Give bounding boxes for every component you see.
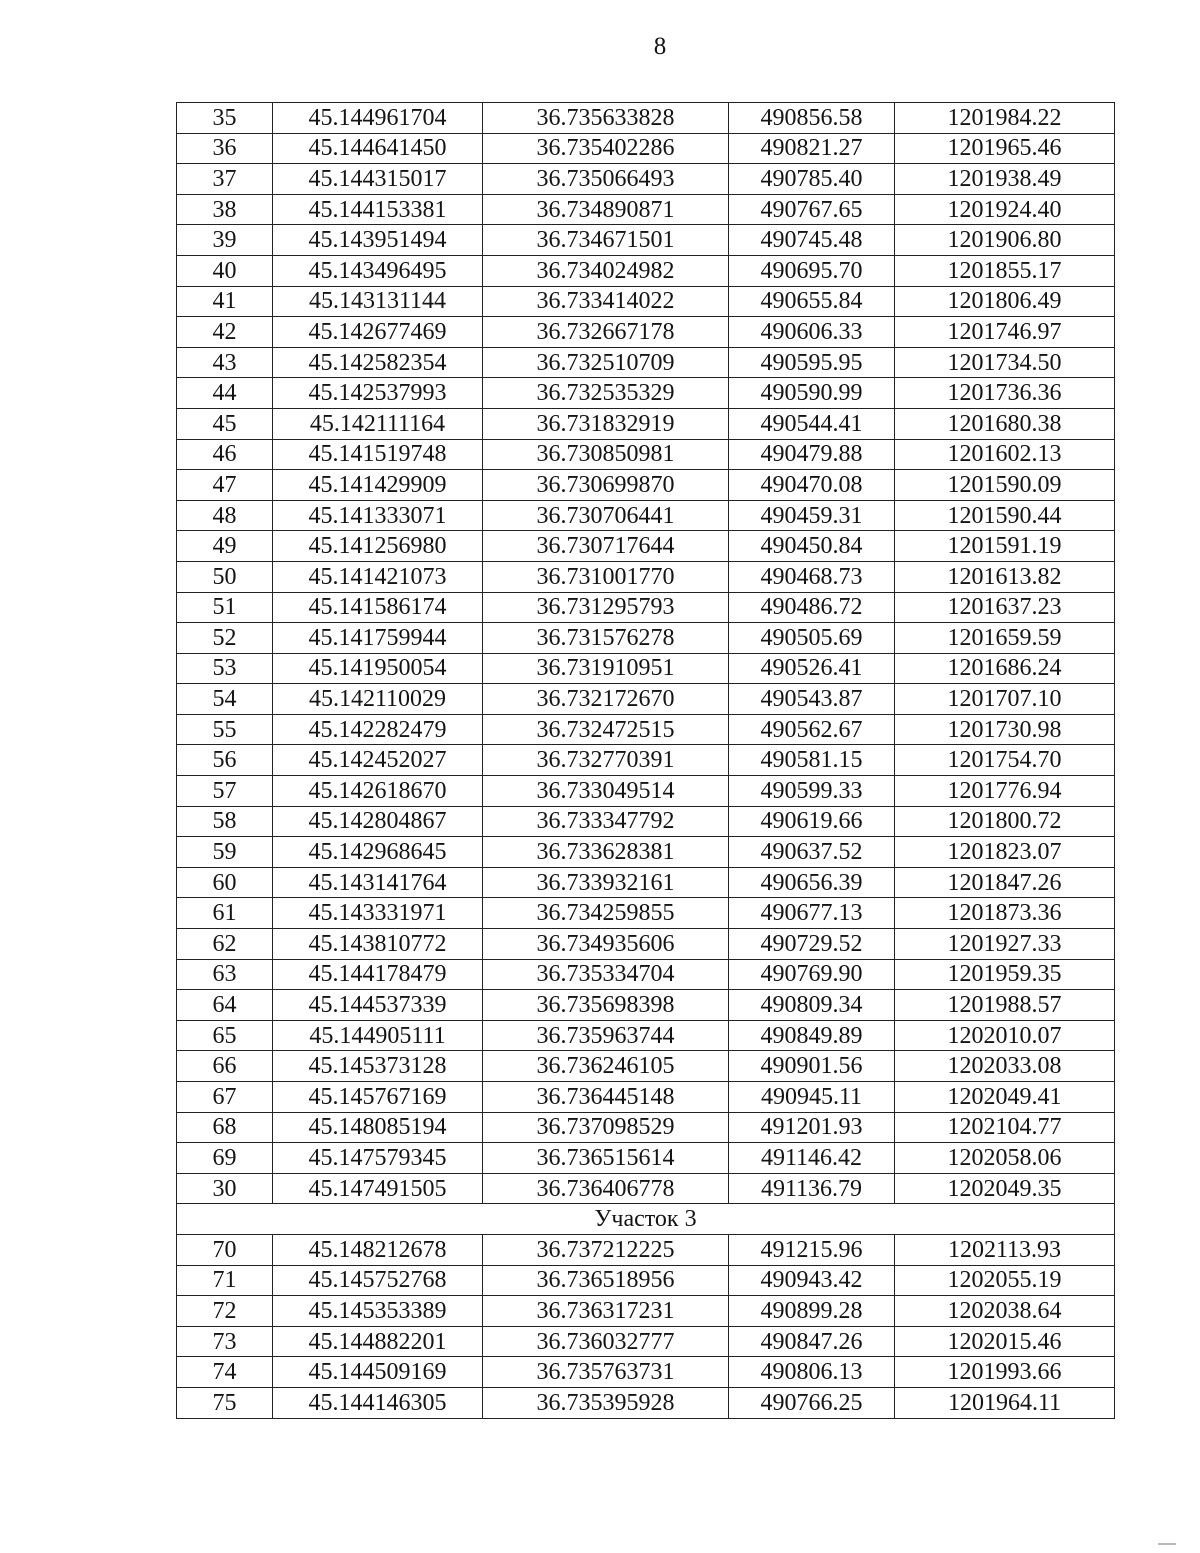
longitude-cell: 36.733414022 (483, 286, 729, 317)
table-row (177, 164, 1115, 195)
table-row (177, 867, 1115, 898)
longitude-cell: 36.735395928 (483, 1387, 729, 1418)
longitude-cell: 36.730706441 (483, 500, 729, 531)
y-coordinate-cell: 1202113.93 (895, 1234, 1115, 1265)
point-number-cell: 36 (177, 133, 273, 164)
point-number-cell: 51 (177, 592, 273, 623)
x-coordinate-cell: 490526.41 (729, 653, 895, 684)
table-row (177, 776, 1115, 807)
latitude-cell: 45.142452027 (273, 745, 483, 776)
table-body-before-section (177, 103, 1115, 1204)
longitude-cell: 36.731001770 (483, 561, 729, 592)
point-number-cell: 55 (177, 714, 273, 745)
y-coordinate-cell: 1201746.97 (895, 317, 1115, 348)
y-coordinate-cell: 1202033.08 (895, 1051, 1115, 1082)
longitude-cell: 36.732510709 (483, 347, 729, 378)
table-row (177, 714, 1115, 745)
section-title: Участок 3 (177, 1204, 1115, 1235)
latitude-cell: 45.144641450 (273, 133, 483, 164)
point-number-cell: 39 (177, 225, 273, 256)
y-coordinate-cell: 1201855.17 (895, 255, 1115, 286)
table-row (177, 561, 1115, 592)
y-coordinate-cell: 1201806.49 (895, 286, 1115, 317)
table-row (177, 347, 1115, 378)
y-coordinate-cell: 1201823.07 (895, 837, 1115, 868)
table-row (177, 837, 1115, 868)
x-coordinate-cell: 490599.33 (729, 776, 895, 807)
longitude-cell: 36.734890871 (483, 194, 729, 225)
longitude-cell: 36.736032777 (483, 1326, 729, 1357)
latitude-cell: 45.143331971 (273, 898, 483, 929)
latitude-cell: 45.143810772 (273, 929, 483, 960)
table-row (177, 898, 1115, 929)
latitude-cell: 45.141256980 (273, 531, 483, 562)
point-number-cell: 53 (177, 653, 273, 684)
latitude-cell: 45.143951494 (273, 225, 483, 256)
y-coordinate-cell: 1201938.49 (895, 164, 1115, 195)
table-row (177, 1234, 1115, 1265)
x-coordinate-cell: 490945.11 (729, 1082, 895, 1113)
point-number-cell: 38 (177, 194, 273, 225)
longitude-cell: 36.732535329 (483, 378, 729, 409)
y-coordinate-cell: 1201873.36 (895, 898, 1115, 929)
x-coordinate-cell: 490656.39 (729, 867, 895, 898)
latitude-cell: 45.144509169 (273, 1357, 483, 1388)
x-coordinate-cell: 490562.67 (729, 714, 895, 745)
point-number-cell: 43 (177, 347, 273, 378)
x-coordinate-cell: 490806.13 (729, 1357, 895, 1388)
point-number-cell: 54 (177, 684, 273, 715)
y-coordinate-cell: 1201965.46 (895, 133, 1115, 164)
point-number-cell: 74 (177, 1357, 273, 1388)
longitude-cell: 36.732172670 (483, 684, 729, 715)
longitude-cell: 36.737098529 (483, 1112, 729, 1143)
y-coordinate-cell: 1201680.38 (895, 408, 1115, 439)
latitude-cell: 45.141333071 (273, 500, 483, 531)
table-row (177, 684, 1115, 715)
table-row (177, 255, 1115, 286)
y-coordinate-cell: 1201847.26 (895, 867, 1115, 898)
x-coordinate-cell: 490590.99 (729, 378, 895, 409)
longitude-cell: 36.734671501 (483, 225, 729, 256)
y-coordinate-cell: 1201736.36 (895, 378, 1115, 409)
point-number-cell: 65 (177, 1020, 273, 1051)
point-number-cell: 50 (177, 561, 273, 592)
latitude-cell: 45.144882201 (273, 1326, 483, 1357)
y-coordinate-cell: 1202049.41 (895, 1082, 1115, 1113)
point-number-cell: 44 (177, 378, 273, 409)
latitude-cell: 45.141421073 (273, 561, 483, 592)
y-coordinate-cell: 1201924.40 (895, 194, 1115, 225)
longitude-cell: 36.735633828 (483, 103, 729, 134)
point-number-cell: 46 (177, 439, 273, 470)
y-coordinate-cell: 1201964.11 (895, 1387, 1115, 1418)
x-coordinate-cell: 490943.42 (729, 1265, 895, 1296)
table-row (177, 378, 1115, 409)
x-coordinate-cell: 491215.96 (729, 1234, 895, 1265)
point-number-cell: 70 (177, 1234, 273, 1265)
latitude-cell: 45.145752768 (273, 1265, 483, 1296)
point-number-cell: 52 (177, 623, 273, 654)
latitude-cell: 45.148212678 (273, 1234, 483, 1265)
table-row (177, 653, 1115, 684)
section-header-row (177, 1204, 1115, 1235)
x-coordinate-cell: 490729.52 (729, 929, 895, 960)
y-coordinate-cell: 1201637.23 (895, 592, 1115, 623)
table-row (177, 317, 1115, 348)
x-coordinate-cell: 490544.41 (729, 408, 895, 439)
latitude-cell: 45.141429909 (273, 470, 483, 501)
x-coordinate-cell: 491136.79 (729, 1173, 895, 1204)
y-coordinate-cell: 1201927.33 (895, 929, 1115, 960)
point-number-cell: 48 (177, 500, 273, 531)
longitude-cell: 36.730850981 (483, 439, 729, 470)
latitude-cell: 45.148085194 (273, 1112, 483, 1143)
latitude-cell: 45.145767169 (273, 1082, 483, 1113)
x-coordinate-cell: 491201.93 (729, 1112, 895, 1143)
coordinates-table (176, 102, 1115, 1419)
y-coordinate-cell: 1202058.06 (895, 1143, 1115, 1174)
point-number-cell: 59 (177, 837, 273, 868)
x-coordinate-cell: 490901.56 (729, 1051, 895, 1082)
latitude-cell: 45.144537339 (273, 990, 483, 1021)
point-number-cell: 69 (177, 1143, 273, 1174)
point-number-cell: 73 (177, 1326, 273, 1357)
y-coordinate-cell: 1202015.46 (895, 1326, 1115, 1357)
y-coordinate-cell: 1201659.59 (895, 623, 1115, 654)
point-number-cell: 35 (177, 103, 273, 134)
longitude-cell: 36.730699870 (483, 470, 729, 501)
latitude-cell: 45.142804867 (273, 806, 483, 837)
latitude-cell: 45.142110029 (273, 684, 483, 715)
x-coordinate-cell: 491146.42 (729, 1143, 895, 1174)
x-coordinate-cell: 490785.40 (729, 164, 895, 195)
y-coordinate-cell: 1201906.80 (895, 225, 1115, 256)
y-coordinate-cell: 1201734.50 (895, 347, 1115, 378)
latitude-cell: 45.147579345 (273, 1143, 483, 1174)
y-coordinate-cell: 1201613.82 (895, 561, 1115, 592)
latitude-cell: 45.142618670 (273, 776, 483, 807)
point-number-cell: 60 (177, 867, 273, 898)
x-coordinate-cell: 490595.95 (729, 347, 895, 378)
longitude-cell: 36.731910951 (483, 653, 729, 684)
table-row (177, 1265, 1115, 1296)
longitude-cell: 36.731295793 (483, 592, 729, 623)
y-coordinate-cell: 1201602.13 (895, 439, 1115, 470)
x-coordinate-cell: 490459.31 (729, 500, 895, 531)
table-row (177, 103, 1115, 134)
y-coordinate-cell: 1201984.22 (895, 103, 1115, 134)
latitude-cell: 45.141950054 (273, 653, 483, 684)
y-coordinate-cell: 1202038.64 (895, 1296, 1115, 1327)
longitude-cell: 36.735763731 (483, 1357, 729, 1388)
longitude-cell: 36.731832919 (483, 408, 729, 439)
longitude-cell: 36.736445148 (483, 1082, 729, 1113)
y-coordinate-cell: 1201590.09 (895, 470, 1115, 501)
longitude-cell: 36.734259855 (483, 898, 729, 929)
page-number: 8 (653, 33, 667, 60)
table-row (177, 1387, 1115, 1418)
longitude-cell: 36.732667178 (483, 317, 729, 348)
latitude-cell: 45.142111164 (273, 408, 483, 439)
point-number-cell: 47 (177, 470, 273, 501)
longitude-cell: 36.737212225 (483, 1234, 729, 1265)
table-row (177, 1082, 1115, 1113)
x-coordinate-cell: 490766.25 (729, 1387, 895, 1418)
point-number-cell: 71 (177, 1265, 273, 1296)
latitude-cell: 45.141519748 (273, 439, 483, 470)
x-coordinate-cell: 490809.34 (729, 990, 895, 1021)
longitude-cell: 36.733347792 (483, 806, 729, 837)
point-number-cell: 61 (177, 898, 273, 929)
latitude-cell: 45.142968645 (273, 837, 483, 868)
table-row (177, 623, 1115, 654)
x-coordinate-cell: 490637.52 (729, 837, 895, 868)
x-coordinate-cell: 490505.69 (729, 623, 895, 654)
y-coordinate-cell: 1202055.19 (895, 1265, 1115, 1296)
x-coordinate-cell: 490856.58 (729, 103, 895, 134)
table-row (177, 1296, 1115, 1327)
table-row (177, 1143, 1115, 1174)
longitude-cell: 36.732472515 (483, 714, 729, 745)
y-coordinate-cell: 1202104.77 (895, 1112, 1115, 1143)
scan-edge-mark (1158, 1543, 1176, 1545)
x-coordinate-cell: 490767.65 (729, 194, 895, 225)
longitude-cell: 36.735334704 (483, 959, 729, 990)
point-number-cell: 57 (177, 776, 273, 807)
x-coordinate-cell: 490899.28 (729, 1296, 895, 1327)
y-coordinate-cell: 1201959.35 (895, 959, 1115, 990)
point-number-cell: 56 (177, 745, 273, 776)
longitude-cell: 36.736515614 (483, 1143, 729, 1174)
x-coordinate-cell: 490849.89 (729, 1020, 895, 1051)
latitude-cell: 45.142582354 (273, 347, 483, 378)
longitude-cell: 36.734024982 (483, 255, 729, 286)
y-coordinate-cell: 1202049.35 (895, 1173, 1115, 1204)
y-coordinate-cell: 1201730.98 (895, 714, 1115, 745)
point-number-cell: 68 (177, 1112, 273, 1143)
longitude-cell: 36.735402286 (483, 133, 729, 164)
y-coordinate-cell: 1201800.72 (895, 806, 1115, 837)
latitude-cell: 45.144905111 (273, 1020, 483, 1051)
point-number-cell: 66 (177, 1051, 273, 1082)
point-number-cell: 75 (177, 1387, 273, 1418)
latitude-cell: 45.145373128 (273, 1051, 483, 1082)
point-number-cell: 37 (177, 164, 273, 195)
y-coordinate-cell: 1201776.94 (895, 776, 1115, 807)
table-row (177, 745, 1115, 776)
table-row (177, 194, 1115, 225)
latitude-cell: 45.142677469 (273, 317, 483, 348)
y-coordinate-cell: 1201993.66 (895, 1357, 1115, 1388)
x-coordinate-cell: 490745.48 (729, 225, 895, 256)
x-coordinate-cell: 490479.88 (729, 439, 895, 470)
point-number-cell: 58 (177, 806, 273, 837)
point-number-cell: 42 (177, 317, 273, 348)
y-coordinate-cell: 1202010.07 (895, 1020, 1115, 1051)
longitude-cell: 36.734935606 (483, 929, 729, 960)
x-coordinate-cell: 490468.73 (729, 561, 895, 592)
table-body-after-section (177, 1234, 1115, 1418)
longitude-cell: 36.732770391 (483, 745, 729, 776)
table-row (177, 408, 1115, 439)
table-row (177, 806, 1115, 837)
longitude-cell: 36.736246105 (483, 1051, 729, 1082)
x-coordinate-cell: 490821.27 (729, 133, 895, 164)
table-row (177, 133, 1115, 164)
x-coordinate-cell: 490769.90 (729, 959, 895, 990)
latitude-cell: 45.143131144 (273, 286, 483, 317)
table-row (177, 1112, 1115, 1143)
x-coordinate-cell: 490619.66 (729, 806, 895, 837)
x-coordinate-cell: 490606.33 (729, 317, 895, 348)
table-row (177, 1326, 1115, 1357)
point-number-cell: 40 (177, 255, 273, 286)
latitude-cell: 45.142537993 (273, 378, 483, 409)
x-coordinate-cell: 490486.72 (729, 592, 895, 623)
point-number-cell: 30 (177, 1173, 273, 1204)
y-coordinate-cell: 1201707.10 (895, 684, 1115, 715)
table-row (177, 500, 1115, 531)
longitude-cell: 36.735698398 (483, 990, 729, 1021)
y-coordinate-cell: 1201591.19 (895, 531, 1115, 562)
latitude-cell: 45.143496495 (273, 255, 483, 286)
y-coordinate-cell: 1201686.24 (895, 653, 1115, 684)
latitude-cell: 45.144146305 (273, 1387, 483, 1418)
latitude-cell: 45.141759944 (273, 623, 483, 654)
latitude-cell: 45.142282479 (273, 714, 483, 745)
x-coordinate-cell: 490543.87 (729, 684, 895, 715)
x-coordinate-cell: 490581.15 (729, 745, 895, 776)
x-coordinate-cell: 490655.84 (729, 286, 895, 317)
point-number-cell: 62 (177, 929, 273, 960)
x-coordinate-cell: 490677.13 (729, 898, 895, 929)
x-coordinate-cell: 490847.26 (729, 1326, 895, 1357)
y-coordinate-cell: 1201988.57 (895, 990, 1115, 1021)
latitude-cell: 45.147491505 (273, 1173, 483, 1204)
table-row (177, 1357, 1115, 1388)
table-row (177, 1020, 1115, 1051)
table-row (177, 439, 1115, 470)
table-row (177, 959, 1115, 990)
longitude-cell: 36.736518956 (483, 1265, 729, 1296)
latitude-cell: 45.144315017 (273, 164, 483, 195)
longitude-cell: 36.731576278 (483, 623, 729, 654)
table-body-section-header (177, 1204, 1115, 1235)
point-number-cell: 41 (177, 286, 273, 317)
x-coordinate-cell: 490470.08 (729, 470, 895, 501)
y-coordinate-cell: 1201590.44 (895, 500, 1115, 531)
point-number-cell: 72 (177, 1296, 273, 1327)
table-row (177, 1051, 1115, 1082)
latitude-cell: 45.144178479 (273, 959, 483, 990)
table-row (177, 286, 1115, 317)
longitude-cell: 36.730717644 (483, 531, 729, 562)
latitude-cell: 45.141586174 (273, 592, 483, 623)
x-coordinate-cell: 490450.84 (729, 531, 895, 562)
table-row (177, 592, 1115, 623)
longitude-cell: 36.735066493 (483, 164, 729, 195)
point-number-cell: 45 (177, 408, 273, 439)
table-row (177, 225, 1115, 256)
latitude-cell: 45.143141764 (273, 867, 483, 898)
longitude-cell: 36.733049514 (483, 776, 729, 807)
longitude-cell: 36.735963744 (483, 1020, 729, 1051)
table-row (177, 990, 1115, 1021)
point-number-cell: 67 (177, 1082, 273, 1113)
latitude-cell: 45.145353389 (273, 1296, 483, 1327)
table-row (177, 470, 1115, 501)
table-row (177, 929, 1115, 960)
longitude-cell: 36.736406778 (483, 1173, 729, 1204)
longitude-cell: 36.733628381 (483, 837, 729, 868)
longitude-cell: 36.733932161 (483, 867, 729, 898)
y-coordinate-cell: 1201754.70 (895, 745, 1115, 776)
longitude-cell: 36.736317231 (483, 1296, 729, 1327)
point-number-cell: 49 (177, 531, 273, 562)
point-number-cell: 63 (177, 959, 273, 990)
table-row (177, 531, 1115, 562)
latitude-cell: 45.144153381 (273, 194, 483, 225)
table-row (177, 1173, 1115, 1204)
latitude-cell: 45.144961704 (273, 103, 483, 134)
x-coordinate-cell: 490695.70 (729, 255, 895, 286)
point-number-cell: 64 (177, 990, 273, 1021)
